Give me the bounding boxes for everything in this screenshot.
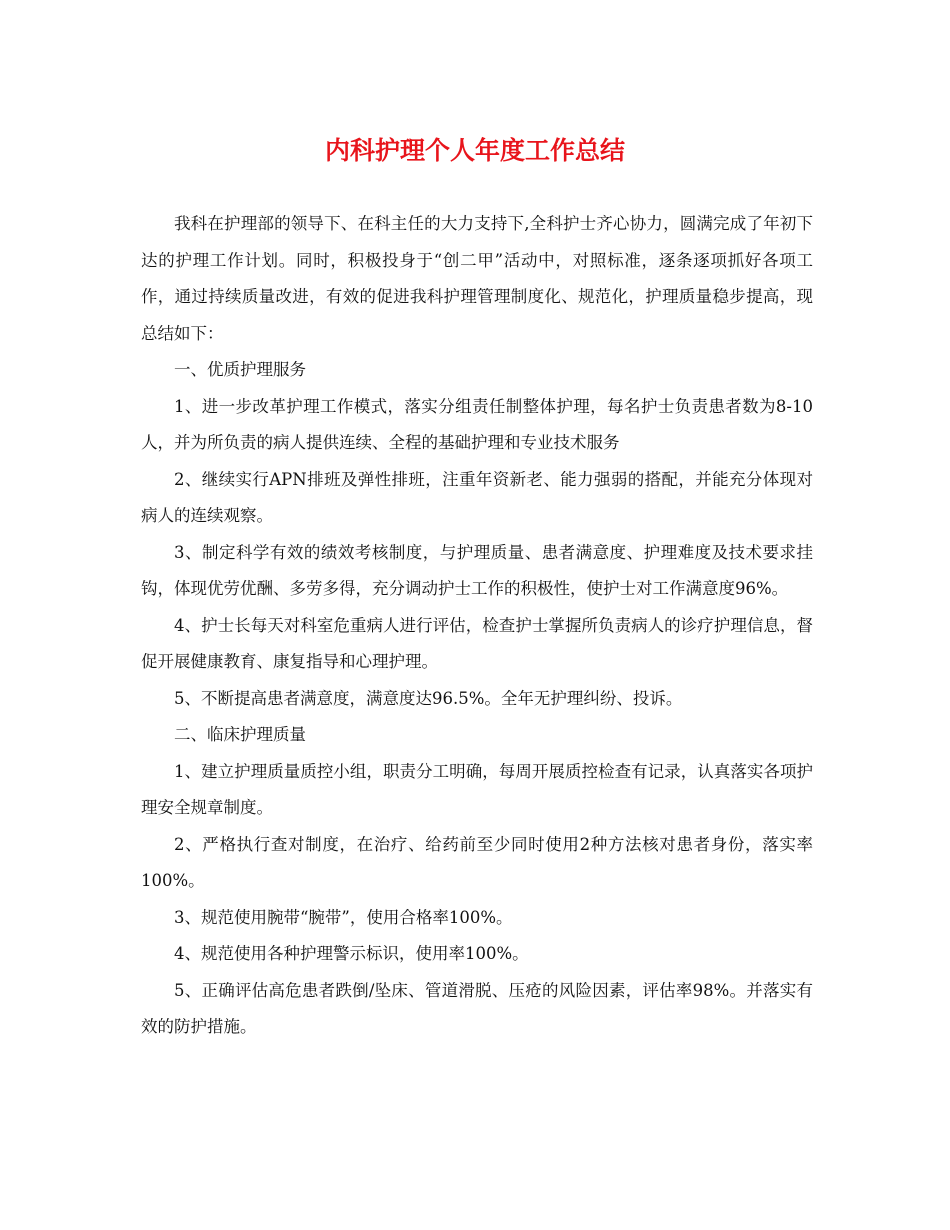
document-body [141, 206, 813, 1046]
paragraph-item: 5、不断提高患者满意度，满意度达96.5%。全年无护理纠纷、投诉。 [174, 688, 683, 708]
paragraph-item: 4、护士长每天对科室危重病人进行评估，检查护士掌握所负责病人的诊疗护理信息，督促开展健康教育、康复指导和心理护理。 [141, 615, 813, 671]
paragraph-item: 1、进一步改革护理工作模式，落实分组责任制整体护理，每名护士负责患者数为8-10人，并为所负责的病人提供连续、全程的基础护理和专业技术服务 [141, 396, 813, 452]
paragraph-item: 5、正确评估高危患者跌倒/坠床、管道滑脱、压疮的风险因素，评估率98%。并落实有效的防护措施。 [141, 980, 813, 1036]
section-heading-clinical-quality: 二、临床护理质量 [174, 725, 306, 744]
paragraph-item: 2、继续实行APN排班及弹性排班，注重年资新老、能力强弱的搭配，并能充分体现对病人的连续观察。 [141, 469, 813, 525]
section-heading-quality-service: 一、优质护理服务 [174, 360, 306, 379]
document-title: 内科护理个人年度工作总结 [324, 136, 625, 165]
paragraph-item: 4、规范使用各种护理警示标识，使用率100%。 [174, 944, 529, 963]
paragraph-intro: 我科在护理部的领导下、在科主任的大力支持下,全科护士齐心协力，圆满完成了年初下达的护理工作计划。同时，积极投身于“创二甲”活动中，对照标准，逐条逐项抓好各项工作，通过持续质量改进，有效的促进我科护理管理制度化、规范化，护理质量稳步提高，现总结如下： [141, 214, 813, 343]
paragraph-item: 3、规范使用腕带“腕带”，使用合格率100%。 [174, 907, 513, 927]
paragraph-item: 2、严格执行查对制度，在治疗、给药前至少同时使用2种方法核对患者身份，落实率100%。 [141, 834, 813, 890]
paragraph-item: 1、建立护理质量质控小组，职责分工明确，每周开展质控检查有记录，认真落实各项护理安全规章制度。 [141, 761, 813, 817]
paragraph-item: 3、制定科学有效的绩效考核制度，与护理质量、患者满意度、护理难度及技术要求挂钩，体现优劳优酬、多劳多得，充分调动护士工作的积极性，使护士对工作满意度96%。 [141, 542, 813, 598]
